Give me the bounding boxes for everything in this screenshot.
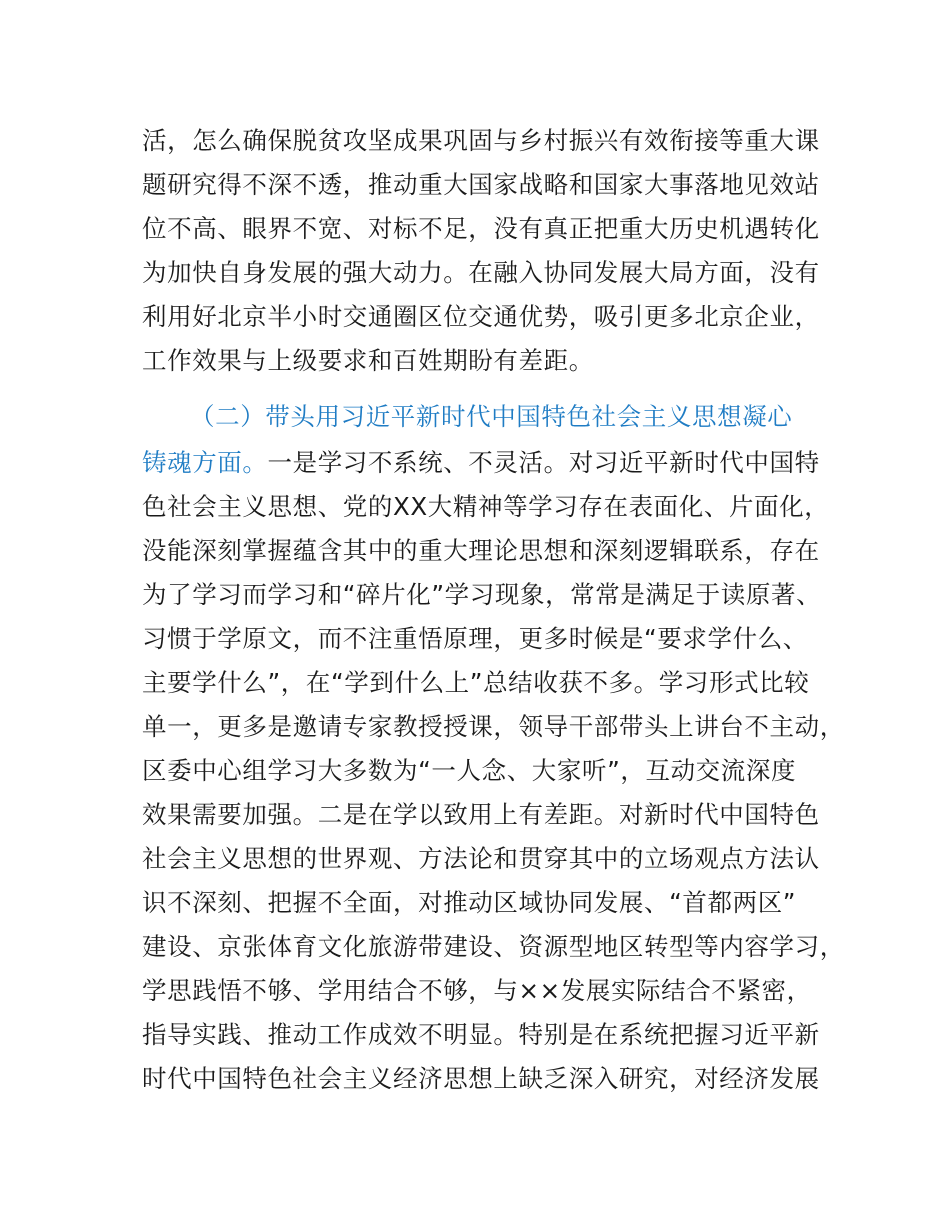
text-line: 时代中国特色社会主义经济思想上缺乏深入研究，对经济发展 <box>142 1064 820 1093</box>
text-line: 色社会主义思想、党的XX大精神等学习存在表面化、片面化， <box>142 492 830 521</box>
text-line: 利用好北京半小时交通圈区位交通优势，吸引更多北京企业， <box>142 302 820 331</box>
text-line <box>142 446 820 480</box>
section-heading: （二）带头用习近平新时代中国特色社会主义思想凝心 <box>190 402 793 431</box>
text-line: 效果需要加强。二是在学以致用上有差距。对新时代中国特色 <box>142 800 820 829</box>
text-line: 指导实践、推动工作成效不明显。特别是在系统把握习近平新 <box>142 1020 820 1049</box>
text-line: 主要学什么”，在“学到什么上”总结收获不多。学习形式比较 <box>142 668 810 697</box>
text-line: 没能深刻掌握蕴含其中的重大理论思想和深刻逻辑联系，存在 <box>142 536 820 565</box>
text-line: 社会主义思想的世界观、方法论和贯穿其中的立场观点方法认 <box>142 844 820 873</box>
text-line: 位不高、眼界不宽、对标不足，没有真正把重大历史机遇转化 <box>142 214 820 243</box>
text-line: 单一，更多是邀请专家教授授课，领导干部带头上讲台不主动， <box>142 712 845 741</box>
text-line: 为加快自身发展的强大动力。在融入协同发展大局方面，没有 <box>142 258 820 287</box>
section-heading-end: 铸魂方面。 <box>142 448 268 477</box>
text-line: 工作效果与上级要求和百姓期盼有差距。 <box>142 346 594 375</box>
text-line: 识不深刻、把握不全面，对推动区域协同发展、“首都两区” <box>142 888 797 917</box>
text-line: 为了学习而学习和“碎片化”学习现象，常常是满足于读原著、 <box>142 580 822 609</box>
text-line: 建设、京张体育文化旅游带建设、资源型地区转型等内容学习， <box>142 932 845 961</box>
text-span: 一是学习不系统、不灵活。对习近平新时代中国特 <box>267 448 820 477</box>
text-line: 学思践悟不够、学用结合不够，与××发展实际结合不紧密， <box>142 976 812 1005</box>
text-line: 活，怎么确保脱贫攻坚成果巩固与乡村振兴有效衔接等重大课 <box>142 126 820 155</box>
text-line: 题研究得不深不透，推动重大国家战略和国家大事落地见效站 <box>142 170 820 199</box>
text-line: 区委中心组学习大多数为“一人念、大家听”，互动交流深度 <box>142 756 797 785</box>
text-line: 习惯于学原文，而不注重悟原理，更多时候是“要求学什么、 <box>142 624 808 653</box>
